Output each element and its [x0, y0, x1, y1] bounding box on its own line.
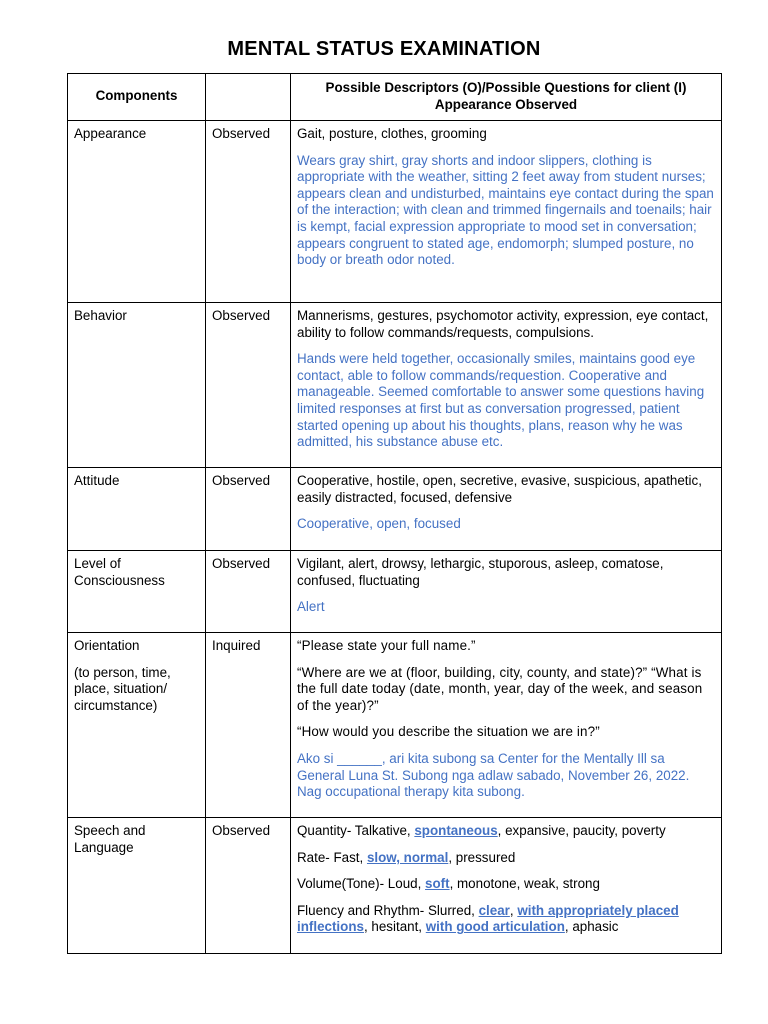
method-appearance: Observed	[206, 121, 291, 303]
speech-fluency-selected-articulation: with good articulation	[425, 919, 565, 935]
speech-fluency-selected-clear: clear	[478, 902, 510, 918]
header-method	[206, 74, 291, 121]
question-situation: “How would you describe the situation we are in?”	[297, 724, 600, 740]
header-descriptors-line2: Appearance Observed	[434, 96, 578, 112]
speech-rate-rest: , pressured	[448, 849, 516, 865]
descriptors-attitude: Cooperative, hostile, open, secretive, evasive, suspicious, apathetic, easily distracted, focused, defensive	[297, 473, 702, 505]
details-appearance	[291, 121, 722, 303]
descriptors-consciousness: Vigilant, alert, drowsy, lethargic, stuporous, asleep, comatose, confused, fluctuating	[297, 556, 664, 588]
speech-rate	[297, 850, 715, 867]
question-place-date: “Where are we at (floor, building, city, county, and state)?” “What is the full date today (date, month, year, day of the week, and season of the year)?”	[297, 664, 703, 713]
speech-fluency-label: Fluency and Rhythm- Slurred,	[297, 902, 479, 918]
speech-volume-selected: soft	[425, 876, 450, 892]
response-appearance: Wears gray shirt, gray shorts and indoor slippers, clothing is appropriate with the weather, sitting 2 feet away from student nurses; appears clean and undisturbed, maintains eye contact during the span of the interaction; with clean and trimmed fingernails and toenails; hair is kempt, facial expression appropriate to mood set in conversation; appears congruent to stated age, endomorph; slumped posture, no body or breath odor noted.	[297, 152, 714, 268]
response-attitude: Cooperative, open, focused	[297, 516, 461, 532]
speech-rate-label: Rate- Fast,	[297, 849, 367, 865]
component-speech: Speech and Language	[68, 818, 206, 954]
row-appearance	[68, 121, 722, 303]
component-appearance: Appearance	[68, 121, 206, 303]
details-attitude	[291, 468, 722, 551]
component-orientation-note: (to person, time, place, situation/ circumstance)	[74, 664, 171, 713]
speech-volume	[297, 876, 715, 893]
component-consciousness-line2: Consciousness	[74, 572, 165, 588]
response-consciousness: Alert	[297, 599, 325, 615]
details-consciousness	[291, 551, 722, 633]
speech-quantity	[297, 823, 715, 840]
header-components: Components	[68, 74, 206, 121]
method-attitude: Observed	[206, 468, 291, 551]
speech-rate-selected: slow, normal	[366, 849, 449, 865]
row-behavior	[68, 303, 722, 468]
speech-fluency-sep2: , hesitant,	[363, 919, 426, 935]
row-consciousness	[68, 551, 722, 633]
method-consciousness: Observed	[206, 551, 291, 633]
response-behavior: Hands were held together, occasionally smiles, maintains good eye contact, able to follow commands/requestion. Cooperative and manageable. Seemed comfortable to answer some questions having limited responses at first but as conversation progressed, patient started opening up about his thoughts, plans, reason why he was admitted, his substance abuse etc.	[297, 351, 705, 450]
header-row	[68, 74, 722, 121]
speech-volume-label: Volume(Tone)- Loud,	[297, 876, 426, 892]
speech-fluency-selected-inflections: with appropriately placed inflections	[297, 902, 679, 935]
header-descriptors-line1: Possible Descriptors (O)/Possible Questions for client (I)	[325, 79, 687, 95]
speech-quantity-label: Quantity- Talkative,	[297, 823, 415, 838]
speech-quantity-selected: spontaneous	[414, 823, 498, 838]
method-behavior: Observed	[206, 303, 291, 468]
details-orientation	[291, 633, 722, 818]
row-speech	[68, 818, 722, 954]
speech-fluency-sep1: ,	[509, 902, 518, 918]
details-behavior	[291, 303, 722, 468]
speech-volume-rest: , monotone, weak, strong	[449, 876, 600, 892]
speech-fluency	[297, 903, 715, 936]
row-orientation	[68, 633, 722, 818]
page-title: MENTAL STATUS EXAMINATION	[227, 38, 541, 60]
mse-table	[67, 73, 722, 954]
descriptors-appearance: Gait, posture, clothes, grooming	[297, 126, 487, 141]
component-consciousness-line1: Level of	[74, 556, 121, 571]
component-attitude: Attitude	[68, 468, 206, 551]
method-speech: Observed	[206, 818, 291, 954]
component-orientation-label: Orientation	[74, 638, 140, 653]
details-speech	[291, 818, 722, 954]
component-orientation	[68, 633, 206, 818]
question-full-name: “Please state your full name.”	[297, 638, 476, 653]
response-orientation: Ako si ______, ari kita subong sa Center for the Mentally Ill sa General Luna St. Subong nga adlaw sabado, November 26, 2022. Nag occupational therapy kita subong.	[297, 750, 690, 800]
component-behavior: Behavior	[68, 303, 206, 468]
row-attitude	[68, 468, 722, 551]
speech-fluency-rest: , aphasic	[564, 919, 619, 935]
descriptors-behavior: Mannerisms, gestures, psychomotor activity, expression, eye contact, ability to follow commands/requests, compulsions.	[297, 308, 709, 340]
method-orientation: Inquired	[206, 633, 291, 818]
speech-quantity-rest: , expansive, paucity, poverty	[497, 823, 666, 838]
header-descriptors	[291, 74, 722, 121]
component-consciousness	[68, 551, 206, 633]
